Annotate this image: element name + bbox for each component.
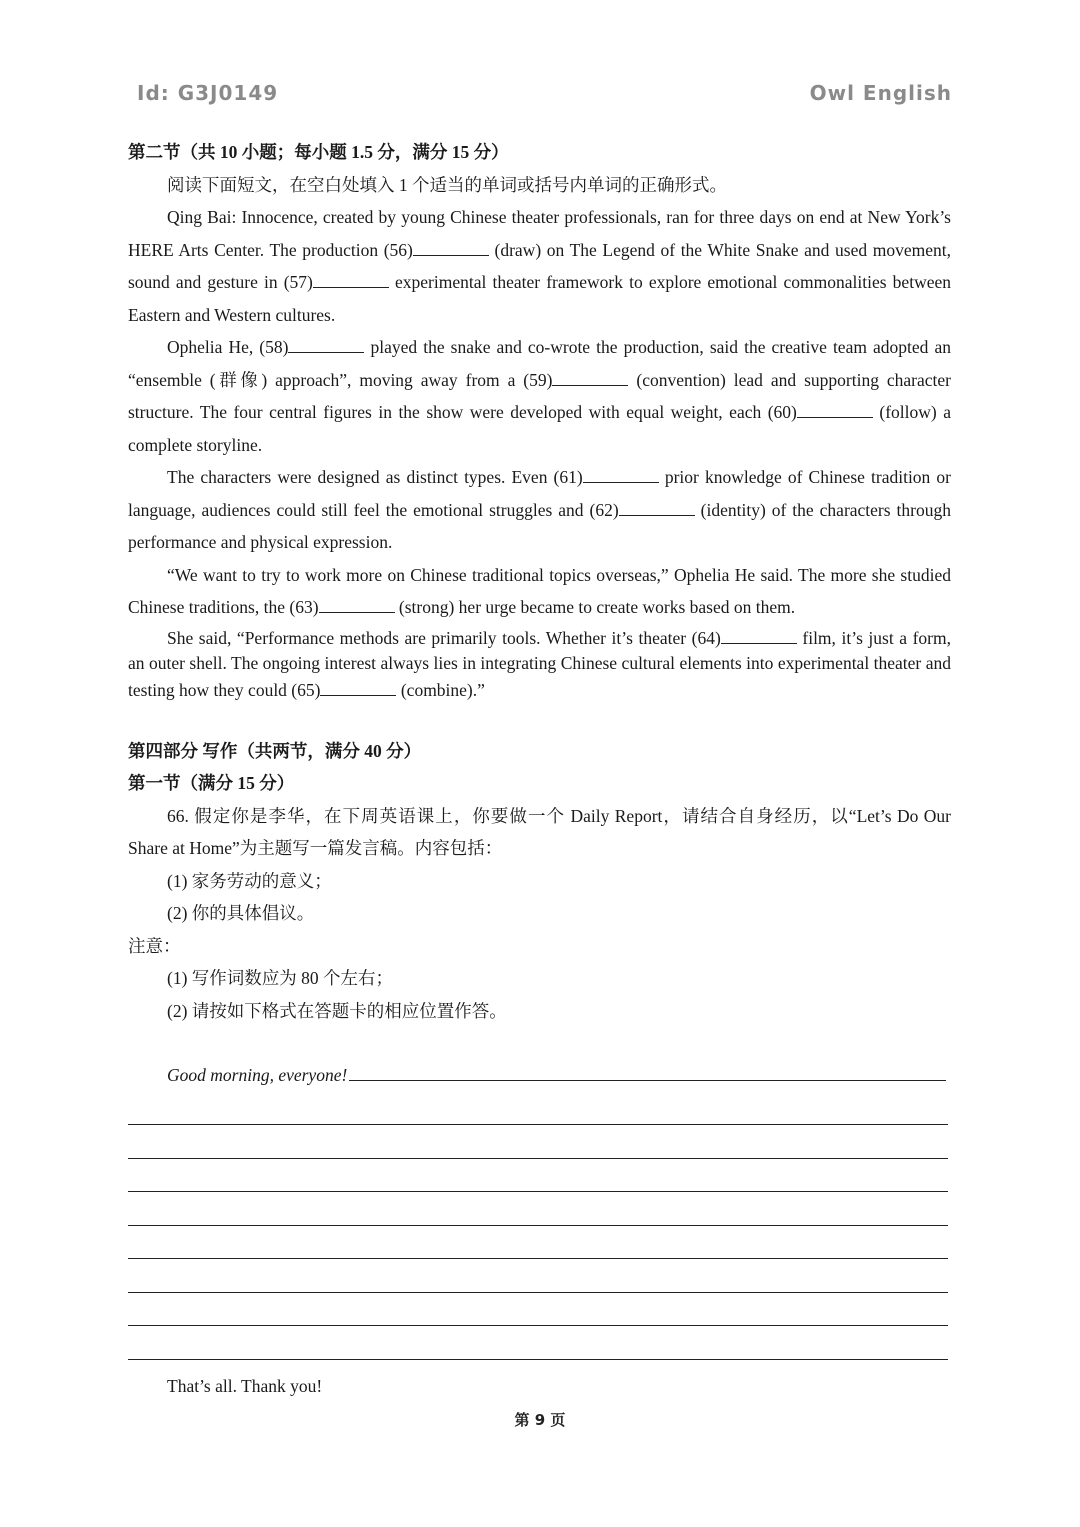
page-number: 第 9 页	[514, 1411, 566, 1429]
blank-64	[721, 624, 797, 644]
passage-paragraph-1	[128, 201, 951, 331]
answer-line	[128, 1092, 948, 1126]
blank-65	[320, 676, 396, 696]
text-run: (identity) of the characters through performance and physical expression.	[128, 499, 951, 552]
answer-line	[128, 1192, 948, 1226]
greeting-text: Good morning, everyone!	[167, 1065, 348, 1085]
answer-line	[349, 1060, 946, 1081]
closing-text: That’s all. Thank you!	[167, 1375, 323, 1396]
text-run: played the snake and co-wrote the production, said the creative team adopted an “ensemble (群像) approach”, moving away from a (59)	[128, 337, 951, 390]
text-run: Ophelia He, (58)	[167, 337, 289, 357]
brand-label: Owl English	[809, 81, 952, 105]
text-run: (combine).”	[396, 679, 485, 700]
writing-prompt: 66. 假定你是李华，在下周英语课上，你要做一个 Daily Report，请结合自身经历，以“Let’s Do Our Share at Home”为主题写一篇发言稿。内容包括：	[128, 805, 951, 858]
answer-line	[128, 1326, 948, 1360]
note-item-2: (2) 请按如下格式在答题卡的相应位置作答。	[167, 1000, 507, 1021]
text-run: (follow) a complete storyline.	[128, 402, 951, 455]
text-run: (draw) on The Legend of the White Snake and used movement, sound and gesture in (57)	[128, 239, 951, 292]
text-run: The characters were designed as distinct types. Even (61)	[167, 467, 583, 487]
text-run: prior knowledge of Chinese tradition or language, audiences could still feel the emotional struggles and (62)	[128, 467, 951, 520]
passage-paragraph-2	[128, 331, 951, 461]
doc-id-label: Id: G3J0149	[137, 81, 279, 105]
passage-paragraph-3	[128, 461, 951, 559]
blank-61	[583, 463, 659, 483]
text-run: “We want to try to work more on Chinese traditional topics overseas,” Ophelia He said. The more she studied Chinese traditions, the (63)	[128, 564, 951, 617]
passage-paragraph-4	[128, 559, 951, 624]
answer-line	[128, 1259, 948, 1293]
section2-title: 第二节（共 10 小题；每小题 1.5 分，满分 15 分）	[128, 142, 509, 162]
note-label: 注意：	[128, 935, 181, 956]
part4-title: 第四部分 写作（共两节，满分 40 分）	[128, 740, 422, 761]
section2-instruction: 阅读下面短文，在空白处填入 1 个适当的单词或括号内单词的正确形式。	[167, 174, 727, 195]
answer-line	[128, 1125, 948, 1159]
blank-59	[552, 366, 628, 386]
answer-line	[128, 1293, 948, 1327]
blank-56	[413, 236, 489, 256]
answer-line	[128, 1226, 948, 1260]
content-item-1: (1) 家务劳动的意义；	[167, 870, 332, 891]
greeting-line	[128, 1059, 951, 1092]
text-run: film, it’s just a form, an outer shell. The ongoing interest always lies in integrating Chinese cultural elements into experimental theater and testing how they could (65)	[128, 627, 951, 700]
note-item-1: (1) 写作词数应为 80 个左右；	[167, 968, 394, 988]
text-run: experimental theater framework to explore emotional commonalities between Eastern and Western cultures.	[128, 272, 951, 325]
text-run: Qing Bai: Innocence, created by young Chinese theater professionals, ran for three days on end at New York’s HERE Arts Center. The production (56)	[128, 207, 951, 260]
blank-57	[313, 268, 389, 288]
text-run: (strong) her urge became to create works based on them.	[394, 597, 796, 617]
part4-subtitle: 第一节（满分 15 分）	[128, 773, 295, 793]
blank-60	[797, 398, 873, 418]
page-content	[128, 136, 951, 1402]
answer-line	[128, 1159, 948, 1193]
text-run: She said, “Performance methods are primarily tools. Whether it’s theater (64)	[167, 627, 721, 648]
content-item-2: (2) 你的具体倡议。	[167, 903, 315, 923]
blank-58	[288, 333, 364, 353]
blank-63	[319, 593, 395, 613]
passage-paragraph-5	[128, 624, 951, 703]
text-run: (convention) lead and supporting character structure. The four central figures in the show were developed with equal weight, each (60)	[128, 369, 951, 422]
blank-62	[619, 496, 695, 516]
